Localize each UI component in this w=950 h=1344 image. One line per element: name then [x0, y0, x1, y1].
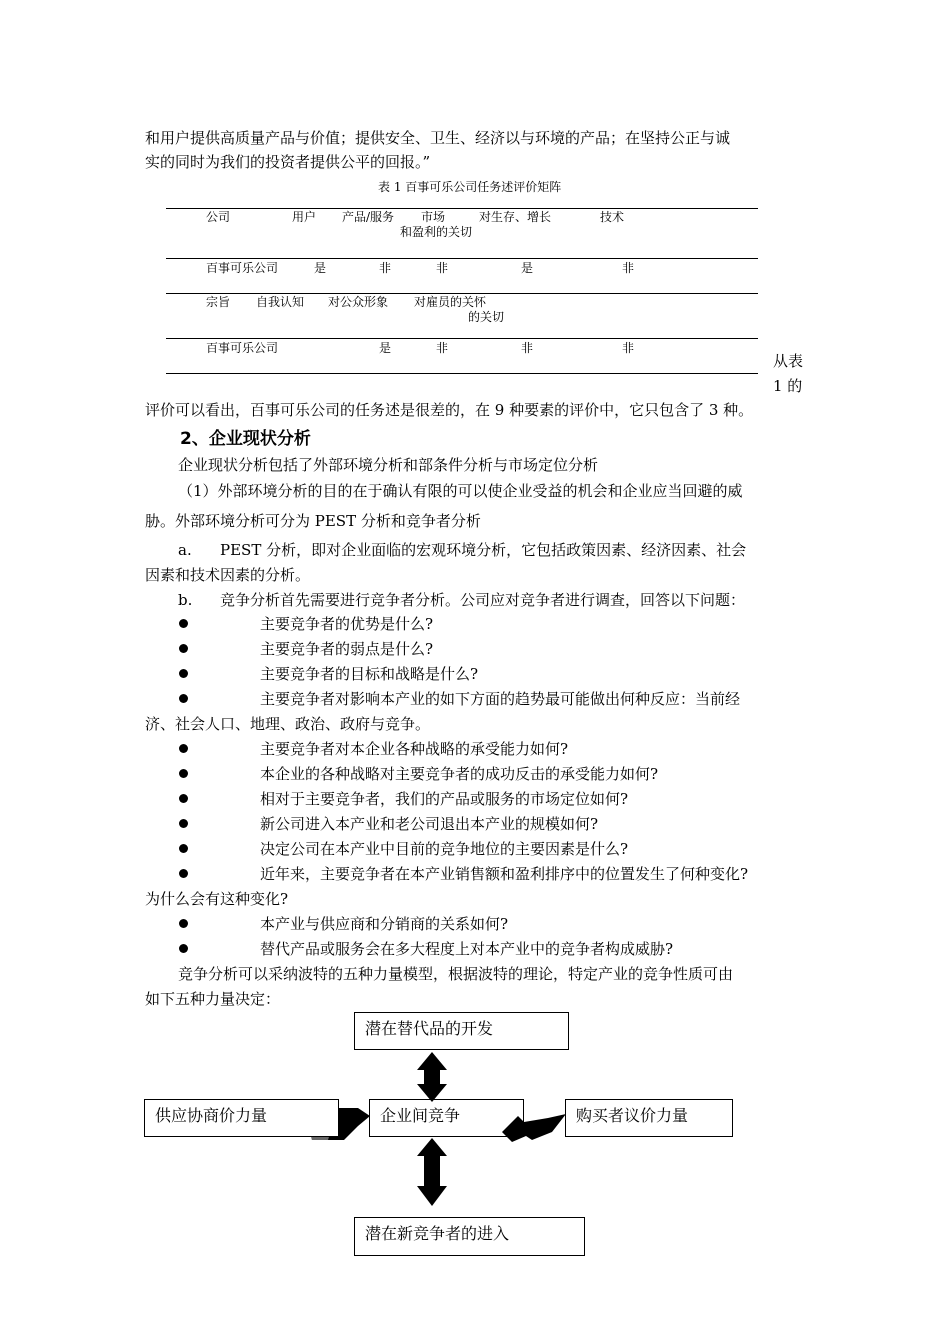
- list-item-cont: 济、社会人口、地理、政治、政府与竞争。: [145, 715, 431, 733]
- list-item-a: PEST 分析，即对企业面临的宏观环境分析，它包括政策因素、经济因素、社会: [220, 541, 747, 559]
- list-item-b: 竞争分析首先需要进行竞争者分析。公司应对竞争者进行调查，回答以下问题：: [220, 591, 746, 609]
- double-arrow-icon: [417, 1138, 447, 1206]
- force-label: 企业间竞争: [380, 1106, 461, 1125]
- double-arrow-icon: [417, 1052, 447, 1102]
- list-item: 主要竞争者对本企业各种战略的承受能力如何?: [260, 740, 569, 758]
- table-header-cell-cont: 的关切: [468, 310, 505, 324]
- force-box-center: [369, 1099, 524, 1137]
- table-header-cell: 市场: [421, 210, 446, 224]
- table-header-cell: 产品/服务: [342, 210, 395, 224]
- table-cell: 百事可乐公司: [206, 341, 279, 355]
- table-cell: 是: [379, 341, 392, 355]
- list-item-a-cont: 因素和技术因素的分析。: [145, 566, 311, 584]
- table-header-cell: 对雇员的关怀: [414, 295, 487, 309]
- list-item: 近年来，主要竞争者在本产业销售额和盈利排序中的位置发生了何种变化?: [260, 865, 749, 883]
- list-item: 新公司进入本产业和老公司退出本产业的规模如何?: [260, 815, 599, 833]
- intro-line-1: 和用户提供高质量产品与价值；提供安全、卫生、经济以与环境的产品；在坚持公正与诚: [145, 129, 731, 147]
- list-label-a: a.: [178, 541, 192, 559]
- list-item: 主要竞争者的优势是什么?: [260, 615, 434, 633]
- list-item: 本产业与供应商和分销商的关系如何?: [260, 915, 509, 933]
- table-header-cell: 宗旨: [206, 295, 231, 309]
- list-item: 替代产品或服务会在多大程度上对本产业中的竞争者构成威胁?: [260, 940, 674, 958]
- section-heading: 2、企业现状分析: [180, 429, 311, 449]
- table-header-cell: 技术: [600, 210, 625, 224]
- force-box-top: [354, 1012, 569, 1050]
- paragraph: 胁。外部环境分析可分为 PEST 分析和竞争者分析: [145, 512, 481, 530]
- force-label: 购买者议价力量: [576, 1106, 689, 1125]
- table-header-cell-cont: 和盈利的关切: [400, 225, 473, 239]
- table-header-cell: 公司: [206, 210, 231, 224]
- force-label: 供应协商价力量: [155, 1106, 268, 1125]
- intro-line-2: 实的同时为我们的投资者提供公平的回报。”: [145, 153, 431, 171]
- table-header-cell: 对公众形象: [328, 295, 389, 309]
- side-note-line-2: 1 的: [773, 377, 803, 395]
- force-label: 潜在替代品的开发: [365, 1019, 494, 1038]
- paragraph: 竞争分析可以采纳波特的五种力量模型，根据波特的理论，特定产业的竞争性质可由: [178, 965, 734, 983]
- paragraph: 如下五种力量决定：: [145, 990, 281, 1008]
- list-item: 相对于主要竞争者，我们的产品或服务的市场定位如何?: [260, 790, 629, 808]
- force-label: 潜在新竞争者的进入: [365, 1224, 510, 1243]
- evaluation-text: 评价可以看出，百事可乐公司的任务述是很差的，在 9 种要素的评价中，它只包含了 3 种。: [145, 401, 754, 419]
- list-item: 主要竞争者的弱点是什么?: [260, 640, 434, 658]
- list-item: 主要竞争者对影响本产业的如下方面的趋势最可能做出何种反应：当前经: [260, 690, 741, 708]
- table-cell: 非: [379, 261, 392, 275]
- table-cell: 非: [436, 341, 449, 355]
- table-cell: 非: [521, 341, 534, 355]
- table-header-cell: 对生存、增长: [479, 210, 552, 224]
- force-box-right: [565, 1099, 733, 1137]
- table-cell: 是: [521, 261, 534, 275]
- list-item-cont: 为什么会有这种变化?: [145, 890, 289, 908]
- force-box-bottom: [354, 1217, 585, 1256]
- table-cell: 非: [622, 261, 635, 275]
- list-label-b: b.: [178, 591, 193, 609]
- table-cell: 非: [436, 261, 449, 275]
- side-note-line-1: 从表: [773, 352, 804, 370]
- table-caption: 表 1 百事可乐公司任务述评价矩阵: [378, 180, 562, 194]
- force-box-left: [144, 1099, 339, 1137]
- table-header-cell: 用户: [292, 210, 317, 224]
- paragraph: 企业现状分析包括了外部环境分析和部条件分析与市场定位分析: [178, 456, 599, 474]
- paragraph: （1）外部环境分析的目的在于确认有限的可以使企业受益的机会和企业应当回避的威: [178, 482, 743, 500]
- list-item: 本企业的各种战略对主要竞争者的成功反击的承受能力如何?: [260, 765, 659, 783]
- table-cell: 非: [622, 341, 635, 355]
- table-cell: 是: [314, 261, 327, 275]
- list-item: 决定公司在本产业中目前的竞争地位的主要因素是什么?: [260, 840, 629, 858]
- table-header-cell: 自我认知: [256, 295, 305, 309]
- list-item: 主要竞争者的目标和战略是什么?: [260, 665, 479, 683]
- table-cell: 百事可乐公司: [206, 261, 279, 275]
